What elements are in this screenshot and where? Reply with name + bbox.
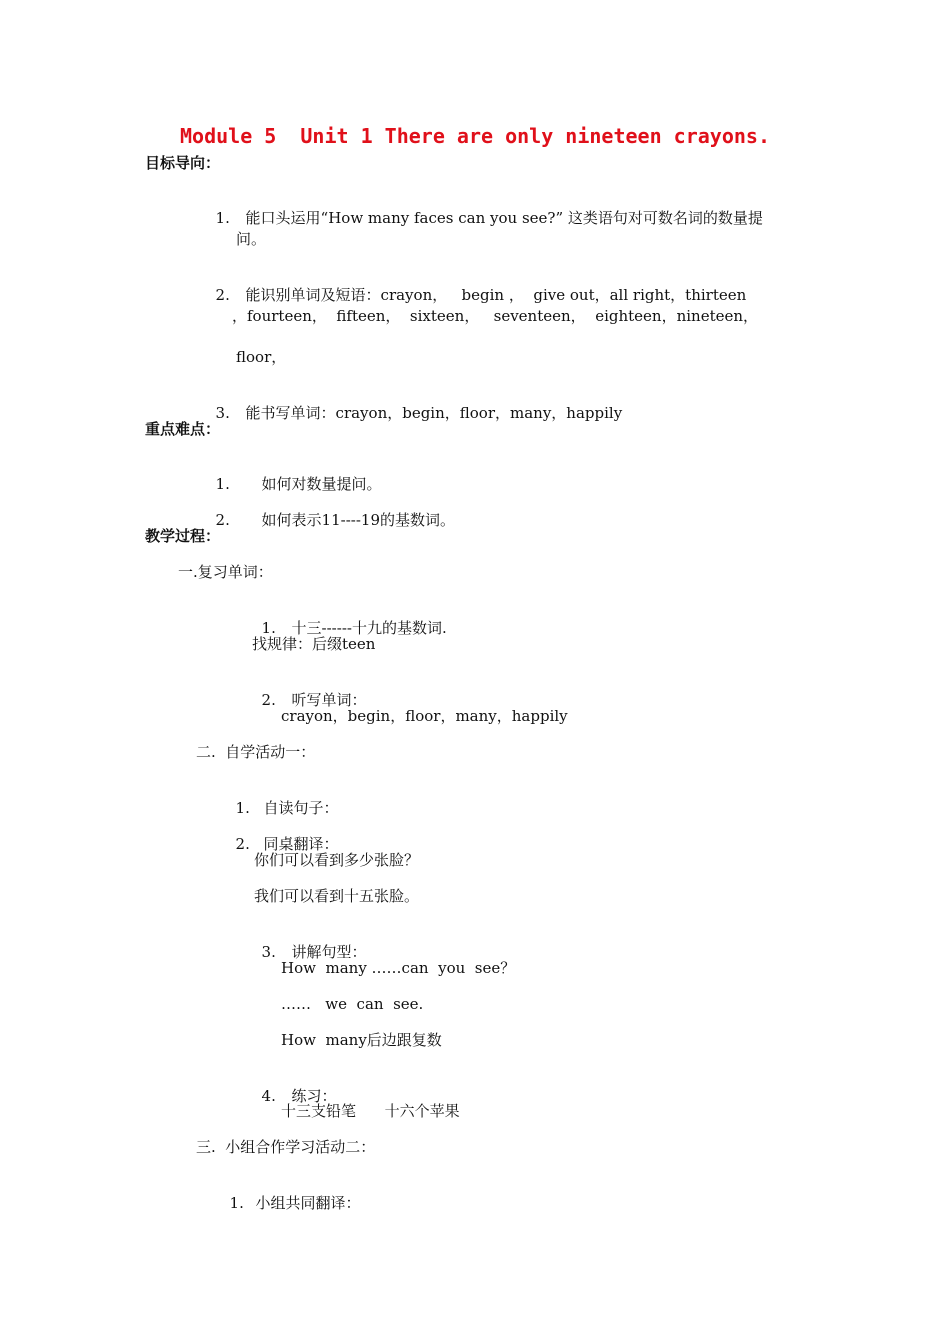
part1-item-1-text: 十三------十九的基数词. <box>291 619 447 637</box>
part2-sentence-2: 我们可以看到十五张脸。 <box>254 887 420 905</box>
part2-item-4-text: 练习： <box>291 1087 337 1105</box>
part2-item-1-text: 自读句子： <box>263 799 339 817</box>
document-title: Module 5 Unit 1 There are only nineteen crayons. <box>179 124 770 148</box>
part2-item-4 <box>252 1066 337 1106</box>
part1-label: 一.复习单词： <box>178 563 273 581</box>
part1-item-1-num: 1. <box>261 619 276 637</box>
part3-item-1-text: 小组共同翻译： <box>255 1194 361 1212</box>
goals-heading: 目标导向： <box>145 154 221 172</box>
goal-item-2-line3: floor， <box>236 348 287 366</box>
part2-sentence-1: 你们可以看到多少张脸？ <box>254 851 420 869</box>
part1-item-2-words: crayon，begin，floor，many，happily <box>281 707 568 725</box>
goal-item-1-line2: 问。 <box>236 230 267 248</box>
part2-pattern-1: How many ……can you see？ <box>281 959 516 977</box>
part2-item-1-num: 1. <box>235 799 250 817</box>
part2-item-4-num: 4. <box>261 1087 276 1105</box>
part3-label: 三. 小组合作学习活动二： <box>196 1138 376 1156</box>
key-point-2 <box>206 490 455 530</box>
goal-item-2-line1: 能识别单词及短语：crayon， begin ， give out，all right，thirteen <box>245 286 747 304</box>
part2-item-3-num: 3. <box>261 943 276 961</box>
part2-item-2-text: 同桌翻译： <box>263 835 339 853</box>
part3-item-1 <box>220 1173 361 1213</box>
key-point-1-num: 1. <box>215 475 230 493</box>
goal-item-2-line2: ，fourteen， fifteen， sixteen， seventeen， eighteen，nineteen， <box>232 307 759 325</box>
part2-pattern-2: …… we can see. <box>281 995 424 1013</box>
goal-item-3 <box>206 383 622 423</box>
part2-item-3 <box>252 922 367 962</box>
goal-item-1-line1: 能口头运用“How many faces can you see?” 这类语句对可数名词的数量提 <box>245 209 763 227</box>
part1-item-1-note: 找规律：后缀teen <box>252 635 376 653</box>
key-points-heading: 重点难点： <box>145 420 221 438</box>
goal-item-3-line1: 能书写单词：crayon，begin，floor，many，happily <box>245 404 623 422</box>
process-heading: 教学过程： <box>145 527 221 545</box>
part1-item-1 <box>252 598 447 638</box>
goal-item-1 <box>206 188 763 228</box>
part2-pattern-3: How many后边跟复数 <box>281 1031 442 1049</box>
part2-item-2 <box>226 814 339 854</box>
part2-practice: 十三支铅笔 十六个苹果 <box>281 1102 460 1120</box>
key-point-2-text: 如何表示11----19的基数词。 <box>261 511 455 529</box>
key-point-2-num: 2. <box>215 511 230 529</box>
goal-item-2-num: 2. <box>215 286 230 304</box>
part2-label: 二. 自学活动一： <box>196 743 316 761</box>
part2-item-2-num: 2. <box>235 835 250 853</box>
goal-item-1-num: 1. <box>215 209 230 227</box>
part1-item-2 <box>252 670 367 710</box>
part2-item-3-text: 讲解句型： <box>291 943 367 961</box>
part3-item-1-num: 1. <box>229 1194 244 1212</box>
part1-item-2-text: 听写单词： <box>291 691 367 709</box>
key-point-1-text: 如何对数量提问。 <box>261 475 382 493</box>
goal-item-2 <box>206 265 746 305</box>
key-point-1 <box>206 454 382 494</box>
goal-item-3-num: 3. <box>215 404 230 422</box>
part2-item-1 <box>226 778 339 818</box>
part1-item-2-num: 2. <box>261 691 276 709</box>
